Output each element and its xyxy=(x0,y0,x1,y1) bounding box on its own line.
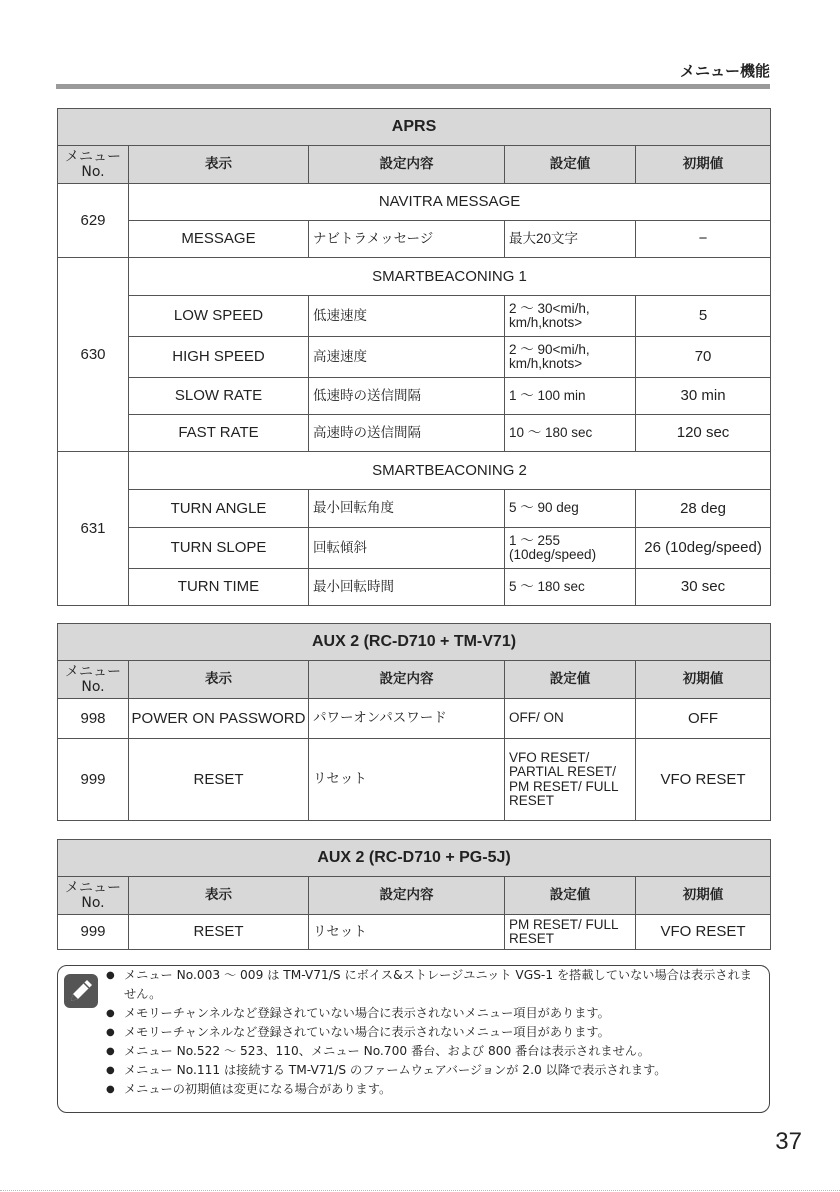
table-row: LOW SPEED 低速速度 2 ～ 30<mi/h, km/h,knots> 5 xyxy=(58,296,771,337)
notes-box xyxy=(57,965,770,1113)
aux-pg5j-title: AUX 2 (RC-D710 + PG-5J) xyxy=(58,840,771,877)
table-row: TURN SLOPE 回転傾斜 1 ～ 255 (10deg/speed) 26 (10deg/speed) xyxy=(58,528,771,569)
aux-pg5j-table: AUX 2 (RC-D710 + PG-5J) メニュー No. 表示 設定内容 設定値 初期値 999 RESET リセット PM RESET/ FULL RESET VFO RESET xyxy=(57,839,771,950)
table-row: SLOW RATE 低速時の送信間隔 1 ～ 100 min 30 min xyxy=(58,378,771,415)
menu-number: 630 xyxy=(58,258,129,452)
aprs-title: APRS xyxy=(58,109,771,146)
table-row: FAST RATE 高速時の送信間隔 10 ～ 180 sec 120 sec xyxy=(58,415,771,452)
section-title: SMARTBEACONING 1 xyxy=(129,258,771,296)
col-value: 設定値 xyxy=(505,146,636,184)
menu-number: 629 xyxy=(58,184,129,258)
table-row: 999 RESET リセット PM RESET/ FULL RESET VFO RESET xyxy=(58,915,771,950)
list-item: ● メモリーチャンネルなど登録されていない場合に表示されないメニュー項目があります。 xyxy=(106,1023,761,1042)
table-row: TURN ANGLE 最小回転角度 5 ～ 90 deg 28 deg xyxy=(58,490,771,528)
notes-list xyxy=(106,966,761,1099)
table-row: MESSAGE ナビトラメッセージ 最大20文字 − xyxy=(58,221,771,258)
table-row: HIGH SPEED 高速速度 2 ～ 90<mi/h, km/h,knots> 70 xyxy=(58,337,771,378)
list-item: ● メニュー No.003 ～ 009 は TM-V71/S にボイス&ストレージユニット VGS-1 を搭載していない場合は表示されません。 xyxy=(106,966,761,1004)
menu-number: 631 xyxy=(58,452,129,606)
header-rule xyxy=(56,84,770,89)
aux-tmv71-table: AUX 2 (RC-D710 + TM-V71) メニュー No. 表示 設定内容 設定値 初期値 998 POWER ON PASSWORD パワーオンパスワード OFF/ ON OFF 999 RESET リセット VFO RESET/ PARTIAL RESET/ PM RESET/ FULL RESET VFO RESET xyxy=(57,623,771,821)
table-row: 998 POWER ON PASSWORD パワーオンパスワード OFF/ ON OFF xyxy=(58,699,771,739)
col-menu-no: メニュー No. xyxy=(58,146,129,184)
page-header-title: メニュー機能 xyxy=(679,62,770,80)
aux-tmv71-title: AUX 2 (RC-D710 + TM-V71) xyxy=(58,624,771,661)
table-row: TURN TIME 最小回転時間 5 ～ 180 sec 30 sec xyxy=(58,569,771,606)
table-row: 999 RESET リセット VFO RESET/ PARTIAL RESET/ PM RESET/ FULL RESET VFO RESET xyxy=(58,739,771,821)
list-item: ● メニュー No.111 は接続する TM-V71/S のファームウェアバージョンが 2.0 以降で表示されます。 xyxy=(106,1061,761,1080)
list-item: ● メニュー No.522 ～ 523、110、メニュー No.700 番台、および 800 番台は表示されません。 xyxy=(106,1042,761,1061)
list-item: ● メモリーチャンネルなど登録されていない場合に表示されないメニュー項目があります。 xyxy=(106,1004,761,1023)
col-default: 初期値 xyxy=(636,146,771,184)
section-title: NAVITRA MESSAGE xyxy=(129,184,771,221)
col-display: 表示 xyxy=(129,146,309,184)
col-content: 設定内容 xyxy=(309,146,505,184)
page-number: 37 xyxy=(775,1128,802,1155)
aprs-table xyxy=(57,108,771,606)
pencil-icon xyxy=(64,974,98,1008)
section-title: SMARTBEACONING 2 xyxy=(129,452,771,490)
list-item: ● メニューの初期値は変更になる場合があります。 xyxy=(106,1080,761,1099)
